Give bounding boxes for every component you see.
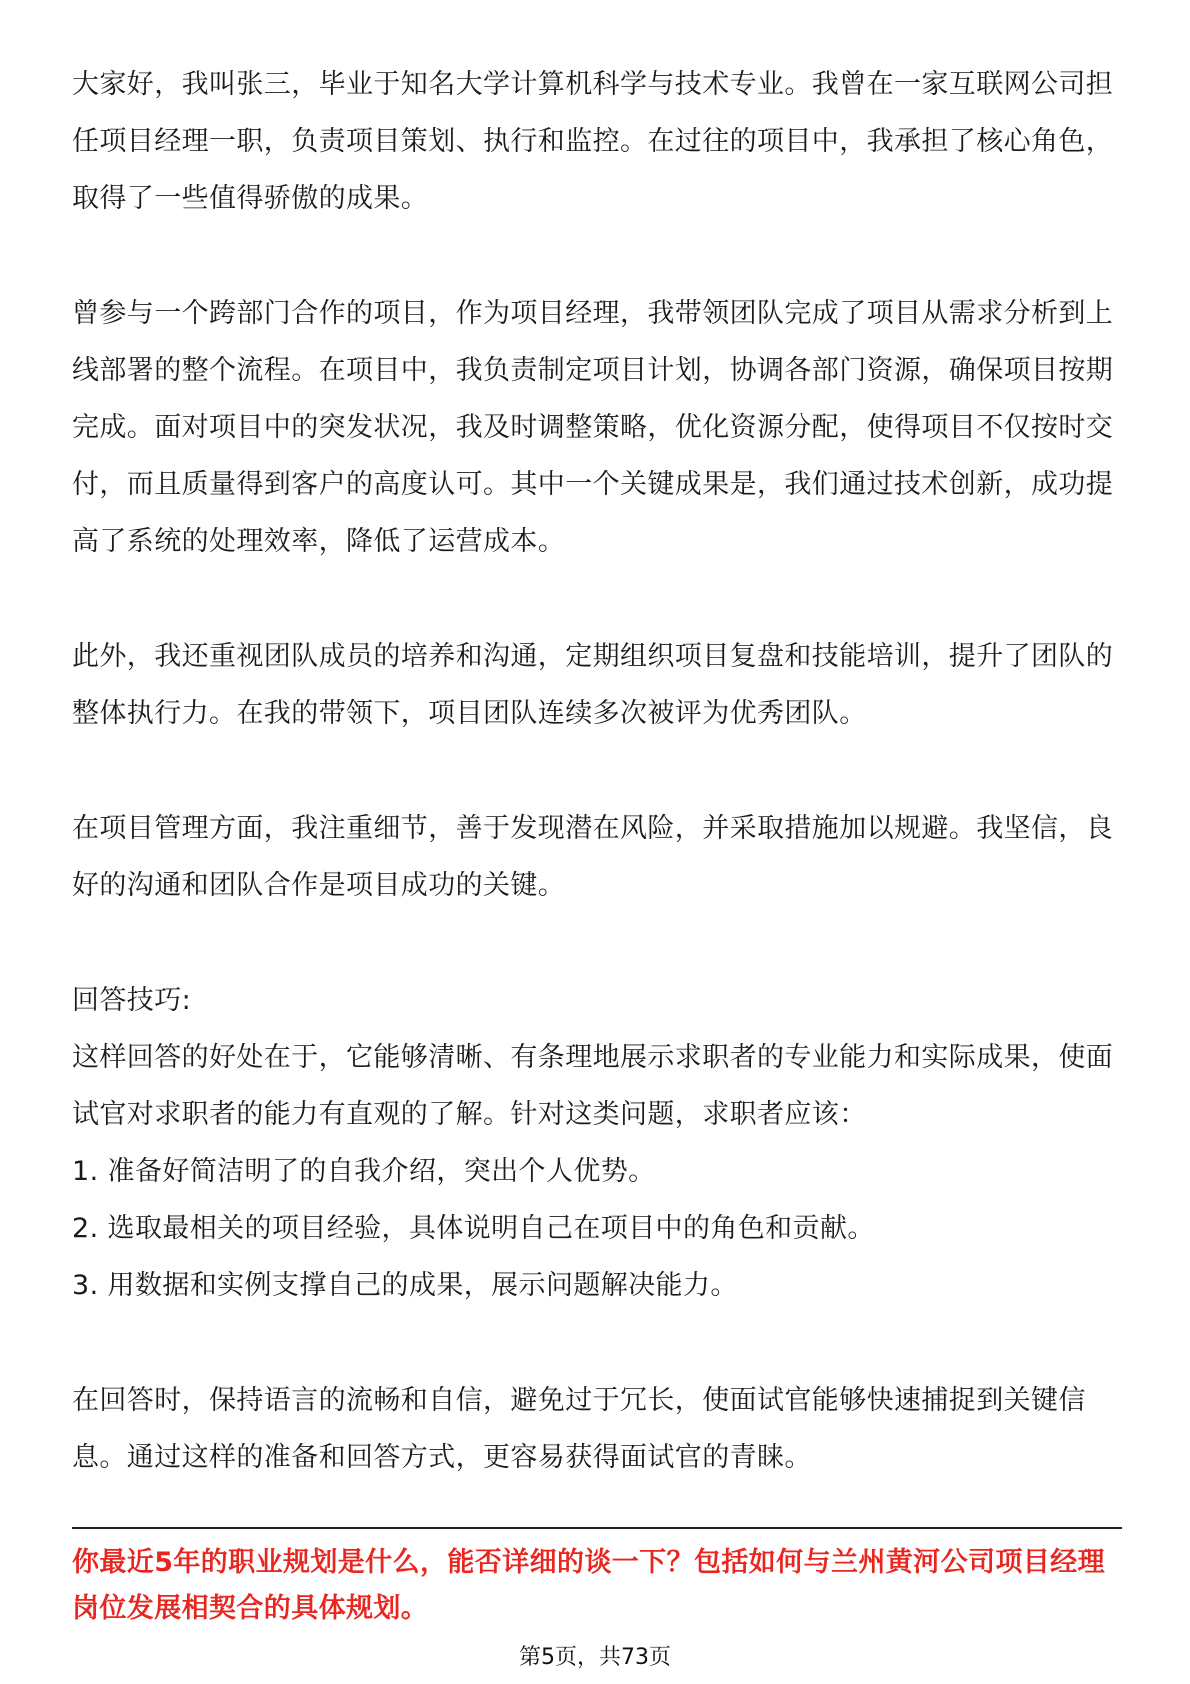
paragraph-spacer [72,914,1122,972]
tips-intro: 这样回答的好处在于，它能够清晰、有条理地展示求职者的专业能力和实际成果，使面试官对求职者的能力有直观的了解。针对这类问题，求职者应该： [72,1042,1114,1130]
paragraph-closing: 在回答时，保持语言的流畅和自信，避免过于冗长，使面试官能够快速捕捉到关键信息。通过这样的准备和回答方式，更容易获得面试官的青睐。 [72,1385,1086,1473]
paragraph-spacer [72,742,1122,800]
paragraph-spacer [72,1314,1122,1372]
paragraph-intro: 大家好，我叫张三，毕业于知名大学计算机科学与技术专业。我曾在一家互联网公司担任项目经理一职，负责项目策划、执行和监控。在过往的项目中，我承担了核心角色，取得了一些值得骄傲的成果。 [72,69,1114,214]
document-body [72,56,1122,1486]
tips-list-item: 3. 用数据和实例支撑自己的成果，展示问题解决能力。 [72,1270,738,1301]
paragraph-project: 曾参与一个跨部门合作的项目，作为项目经理，我带领团队完成了项目从需求分析到上线部署的整个流程。在项目中，我负责制定项目计划，协调各部门资源，确保项目按期完成。面对项目中的突发状况，我及时调整策略，优化资源分配，使得项目不仅按时交付，而且质量得到客户的高度认可。其中一个关键成果是，我们通过技术创新，成功提高了系统的处理效率，降低了运营成本。 [72,298,1114,557]
page-number-footer: 第5页，共73页 [519,1645,671,1670]
next-question-heading: 你最近5年的职业规划是什么，能否详细的谈一下？包括如何与兰州黄河公司项目经理岗位发展相契合的具体规划。 [72,1547,1105,1624]
tips-list-item: 2. 选取最相关的项目经验，具体说明自己在项目中的角色和贡献。 [72,1213,875,1244]
tips-heading: 回答技巧: [72,985,192,1016]
section-divider [72,1527,1122,1529]
paragraph-spacer [72,570,1122,628]
paragraph-spacer [72,227,1122,285]
paragraph-management: 在项目管理方面，我注重细节，善于发现潜在风险，并采取措施加以规避。我坚信，良好的沟通和团队合作是项目成功的关键。 [72,813,1114,901]
tips-list-item: 1. 准备好简洁明了的自我介绍，突出个人优势。 [72,1156,656,1187]
paragraph-team: 此外，我还重视团队成员的培养和沟通，定期组织项目复盘和技能培训，提升了团队的整体执行力。在我的带领下，项目团队连续多次被评为优秀团队。 [72,641,1114,729]
